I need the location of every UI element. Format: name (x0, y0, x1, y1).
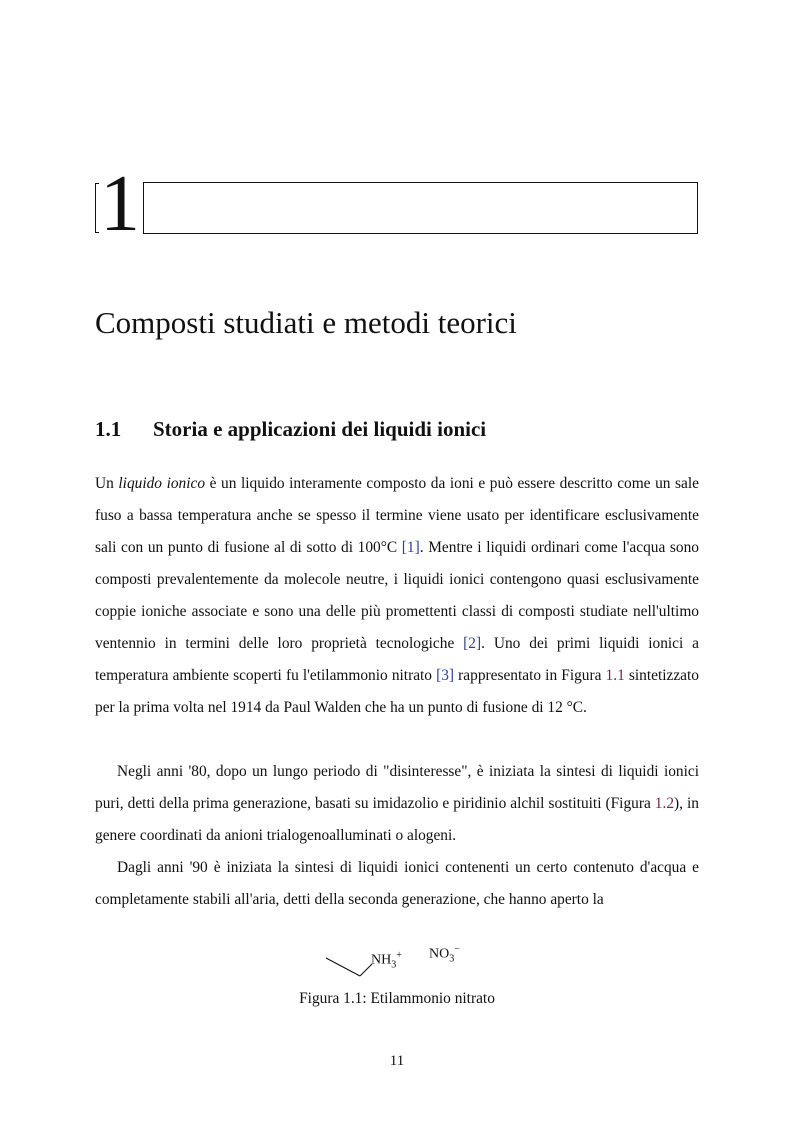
section-heading (95, 415, 486, 443)
p3-text: Dagli anni '90 è iniziata la sintesi di liquidi ionici contenenti un certo contenuto d'acqua e completamente stabili all'aria, detti della seconda generazione, che hanno aperto la (95, 859, 699, 908)
p2-text: ), in genere coordinati da anioni trialogenoalluminati o alogeni. (95, 795, 699, 844)
p2-text: Negli anni '80, dopo un lungo periodo di "disinteresse", è iniziata la sintesi di liquidi ionici puri, detti della prima generazione, basati su imidazolio e piridinio alchil sostituiti (Figura (95, 763, 699, 812)
p1-text: . Uno dei primi liquidi ionici a temperatura ambiente scoperti fu l'etilammonio nitrato (95, 635, 699, 684)
figure-ref-link[interactable]: 1.1 (605, 667, 625, 684)
p1-text: sintetizzato per la prima volta nel 1914 da Paul Walden che ha un punto di fusione di 12 °C. (95, 667, 699, 716)
p1-text: Un (95, 475, 119, 492)
chapter-bracket (95, 183, 99, 233)
paragraph-3 (95, 852, 699, 916)
page-number: 11 (389, 1053, 405, 1069)
citation-link[interactable]: [2] (463, 635, 482, 652)
chapter-number: 1 (100, 160, 140, 248)
figure-ref-link[interactable]: 1.2 (654, 795, 675, 812)
figure-caption: Figura 1.1: Etilammonio nitrato (299, 990, 495, 1007)
paragraph-1 (95, 468, 699, 724)
p1-text: rappresentato in Figura (454, 667, 606, 684)
citation-link[interactable]: [3] (436, 667, 455, 684)
p1-emphasis: liquido ionico (118, 475, 206, 492)
citation-link[interactable]: [1] (401, 539, 420, 556)
nitrate-label: $NO_3^-$ (429, 944, 460, 965)
section-title: Storia e applicazioni dei liquidi ionici (153, 417, 487, 441)
paragraph-2 (95, 756, 699, 852)
section-number: 1.1 (95, 417, 122, 441)
chapter-title: Composti studiati e metodi teorici (95, 305, 517, 340)
chapter-rule-box (143, 182, 698, 234)
molecule-figure (322, 940, 502, 984)
p1-text: . Mentre i liquidi ordinari come l'acqua sono composti prevalentemente da molecole neutre, i liquidi ionici contengono quasi esclusivamente coppie ioniche associate e sono una delle più promettenti classi di composti studiate nell'ultimo ventennio in termini delle loro proprietà tecnologiche (95, 539, 700, 652)
ammonium-label: $NH_3^+$ (371, 950, 402, 971)
p1-text: è un liquido interamente composto da ioni e può essere descritto come un sale fuso a bassa temperatura anche se spesso il termine viene usato per identificare esclusivamente sali con un punto di fusione al di sotto di 100°C (95, 475, 699, 556)
